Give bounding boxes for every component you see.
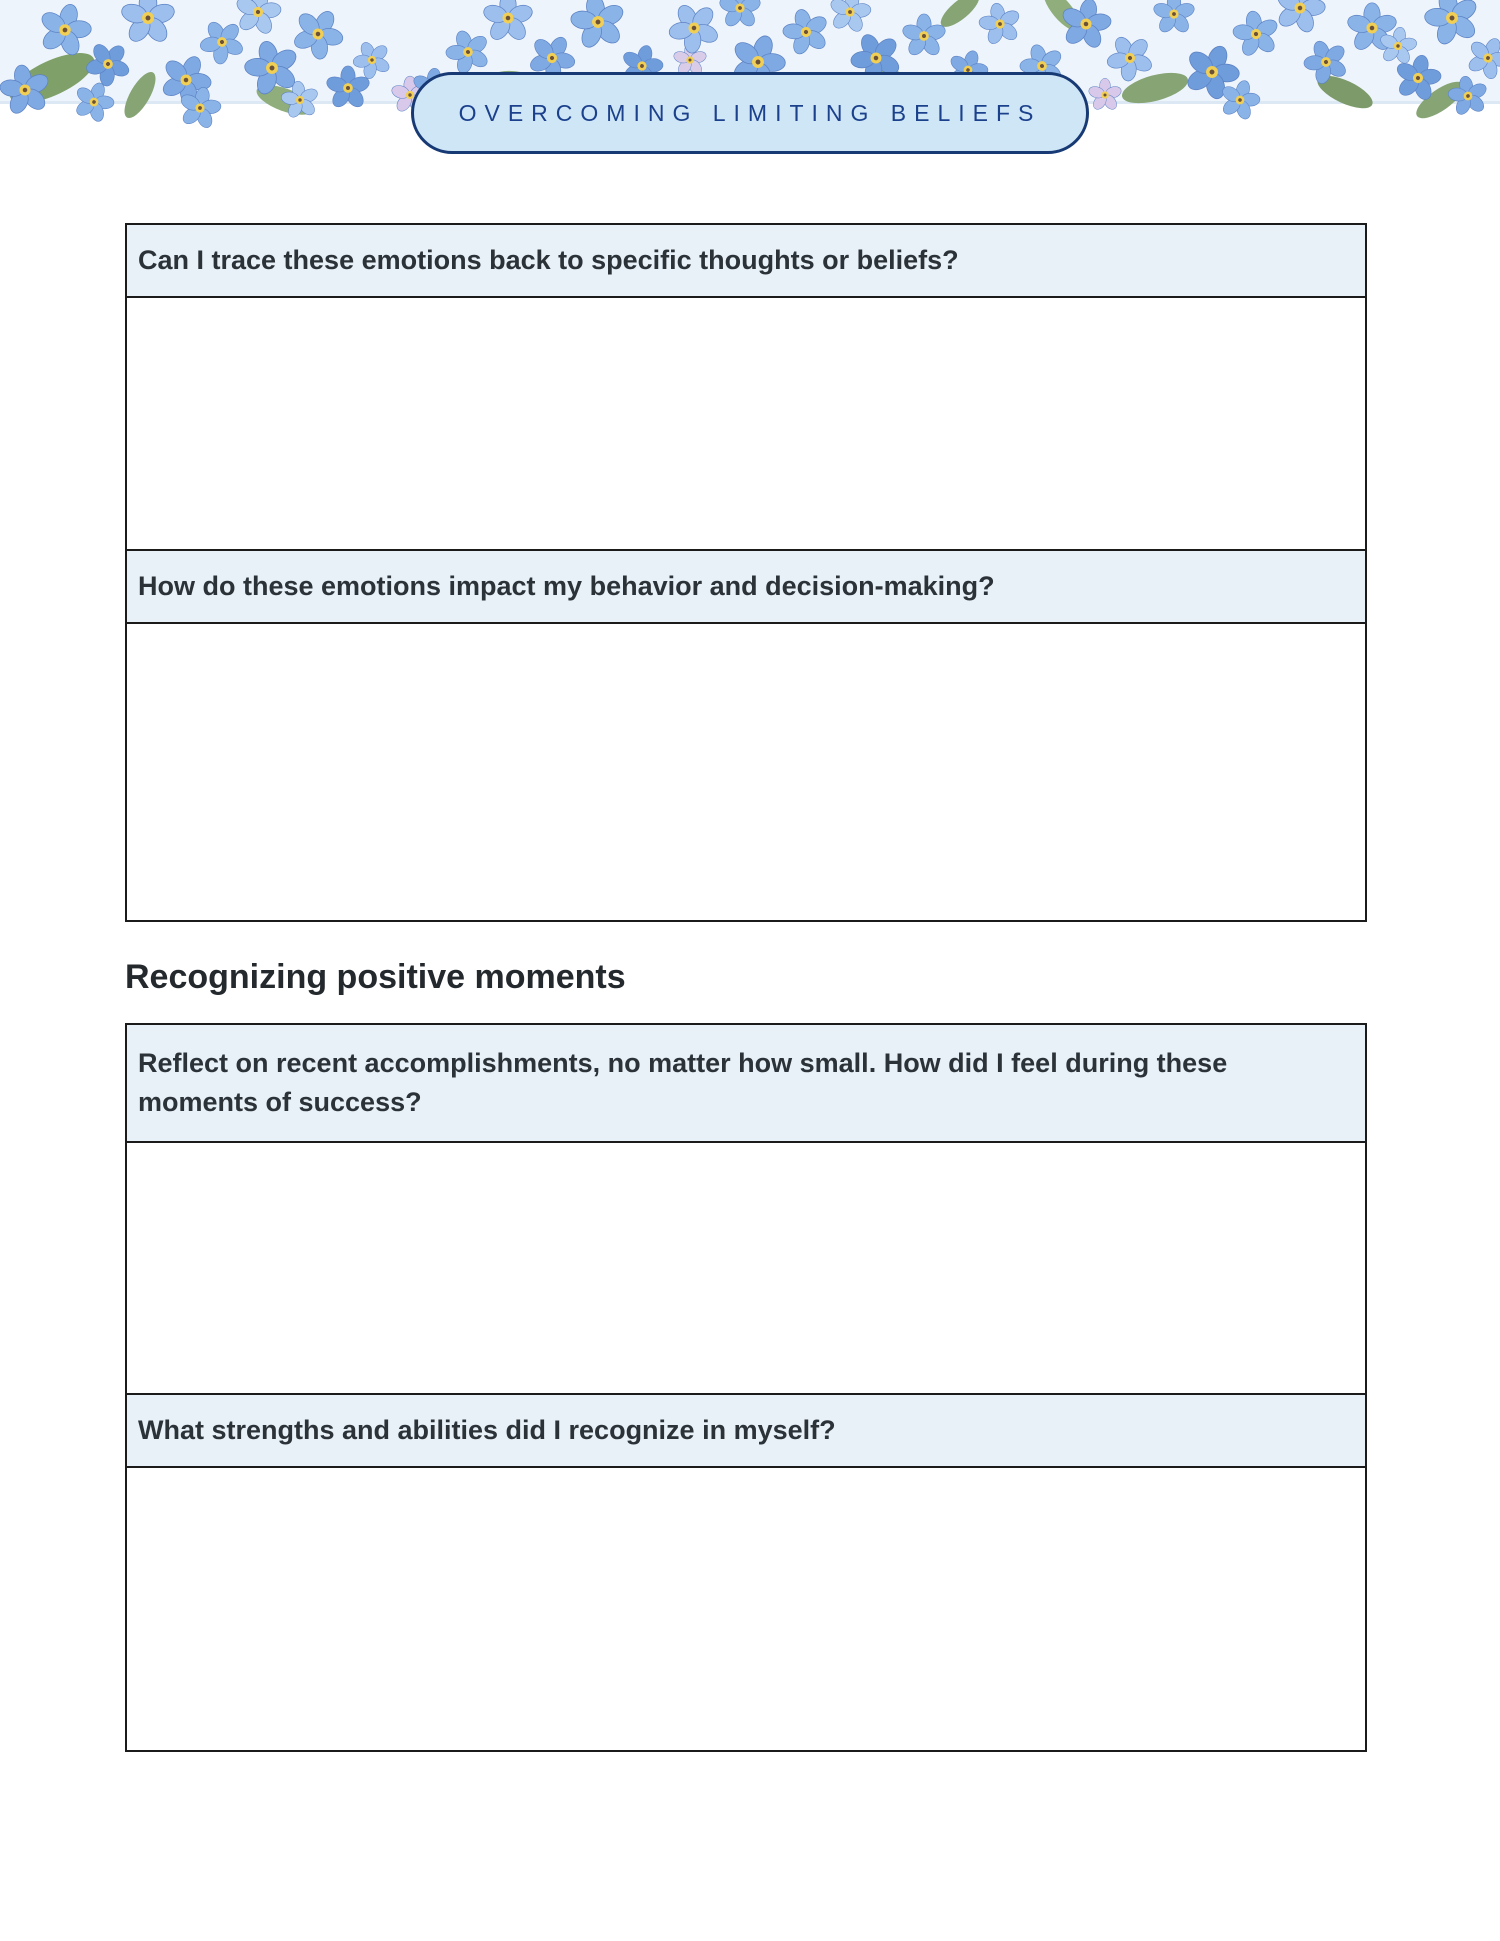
question-label-trace-emotions: Can I trace these emotions back to specific thoughts or beliefs?	[127, 225, 1365, 296]
question-table-emotions	[125, 223, 1367, 922]
answer-area-recent-accomplishments[interactable]	[127, 1141, 1365, 1393]
answer-area-strengths-abilities[interactable]	[127, 1466, 1365, 1750]
answer-area-trace-emotions[interactable]	[127, 296, 1365, 549]
answer-area-emotions-impact[interactable]	[127, 622, 1365, 920]
worksheet-content	[125, 223, 1367, 1752]
question-label-recent-accomplishments: Reflect on recent accomplishments, no matter how small. How did I feel during these moments of success?	[127, 1025, 1365, 1141]
question-table-positive-moments	[125, 1023, 1367, 1752]
section-heading-positive-moments: Recognizing positive moments	[125, 958, 626, 996]
question-label-emotions-impact: How do these emotions impact my behavior and decision-making?	[127, 549, 1365, 622]
floral-banner	[0, 0, 1500, 126]
page-title	[411, 72, 1089, 154]
question-label-strengths-abilities: What strengths and abilities did I recognize in myself?	[127, 1393, 1365, 1466]
page-title-text: OVERCOMING LIMITING BELIEFS	[458, 100, 1042, 126]
